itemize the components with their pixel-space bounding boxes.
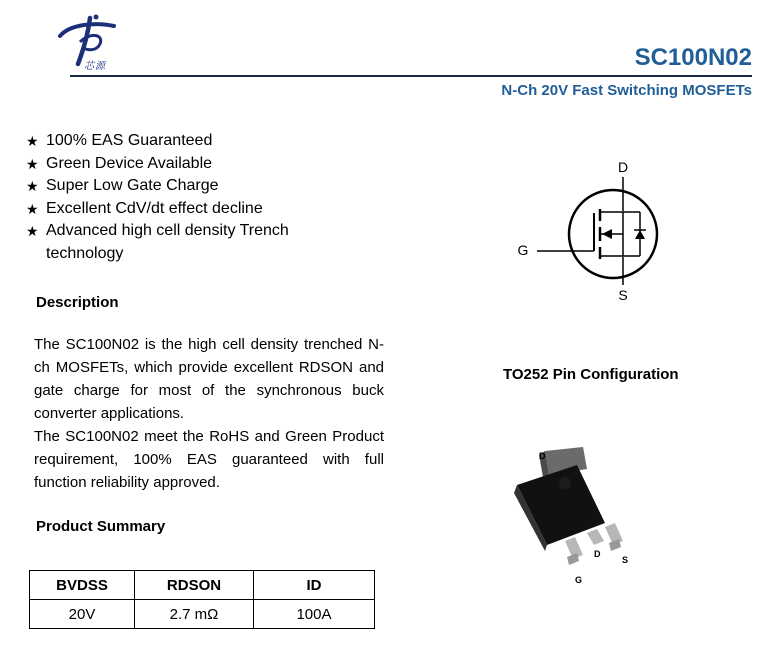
feature-list (26, 130, 346, 265)
feature-text: 100% EAS Guaranteed (46, 132, 213, 149)
star-bullet-icon: ★ (26, 200, 39, 217)
product-subtitle: N-Ch 20V Fast Switching MOSFETs (501, 82, 752, 99)
cell-id: 100A (254, 600, 375, 629)
part-number: SC100N02 (634, 44, 752, 71)
cell-bvdss: 20V (30, 600, 135, 629)
logo-text: 芯源 (84, 61, 106, 72)
pin-s-label: S (622, 555, 629, 565)
feature-item (26, 153, 346, 176)
pin-g-label: G (575, 575, 583, 585)
feature-text: Excellent CdV/dt effect decline (46, 199, 263, 217)
column-header-id: ID (254, 571, 375, 600)
feature-text: Advanced high cell density Trench technology (46, 222, 289, 262)
star-bullet-icon: ★ (26, 223, 39, 239)
star-bullet-icon: ★ (26, 155, 39, 172)
drain-label: D (617, 159, 629, 175)
feature-item (26, 175, 346, 198)
pin-configuration-heading: TO252 Pin Configuration (503, 366, 679, 383)
description-heading: Description (36, 294, 119, 311)
table-header-row (30, 571, 375, 600)
header-divider (70, 75, 752, 77)
description-paragraph: The SC100N02 meet the RoHS and Green Product requirement, 100% EAS guaranteed with full function reliability approved. (34, 428, 384, 491)
feature-item (26, 130, 346, 153)
description-paragraph: The SC100N02 is the high cell density trenched N-ch MOSFETs, which provide excellent RDSON and gate charge for most of the synchronous buck converter applications. (34, 336, 384, 422)
column-header-bvdss: BVDSS (30, 571, 135, 600)
source-label: S (618, 287, 628, 303)
cell-rdson: 2.7 mΩ (135, 600, 254, 629)
feature-item (26, 220, 336, 265)
star-bullet-icon: ★ (26, 133, 39, 149)
pin-d-label: D (594, 549, 601, 559)
summary-heading: Product Summary (36, 518, 166, 535)
table-row (30, 600, 375, 629)
star-bullet-icon: ★ (26, 178, 39, 194)
column-header-rdson: RDSON (135, 571, 254, 600)
product-summary-table (29, 570, 375, 629)
gate-label: G (517, 242, 529, 258)
feature-text: Super Low Gate Charge (46, 177, 219, 194)
mosfet-symbol-diagram (510, 155, 670, 305)
description-body (34, 333, 384, 494)
feature-item (26, 198, 346, 221)
pin-d-tab-label: D (539, 451, 546, 461)
to252-package-image (505, 445, 645, 595)
feature-text: Green Device Available (46, 154, 213, 172)
